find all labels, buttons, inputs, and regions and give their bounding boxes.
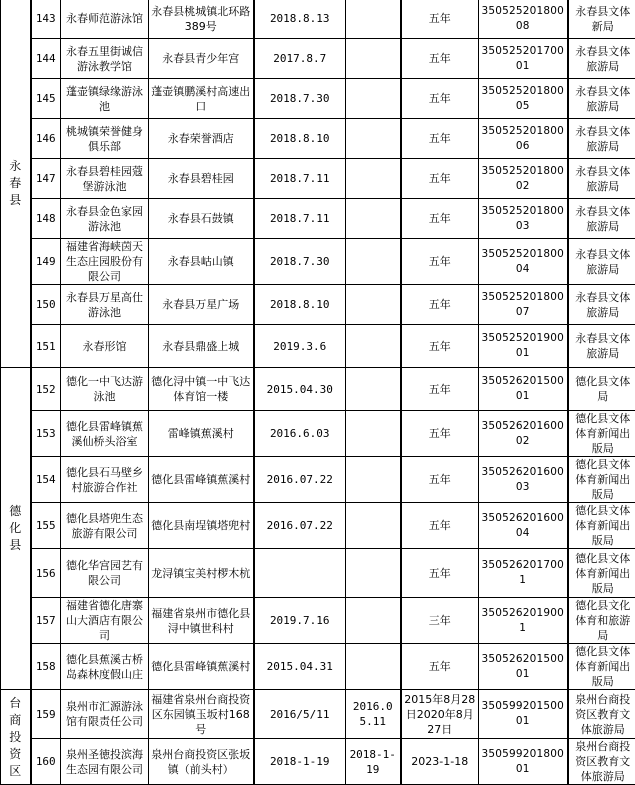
- table-row: [1, 549, 635, 598]
- validity-period: 五年: [401, 199, 479, 239]
- license-number: 35052520180004: [479, 239, 568, 285]
- issuing-authority: 德化县文体体育新闻出版局: [568, 644, 635, 690]
- issuing-authority: 德化县文体体育新闻出版局: [568, 411, 635, 457]
- row-number: 156: [31, 549, 61, 598]
- venue-address: 龙浔镇宝美村椤木杭: [149, 549, 254, 598]
- venue-address: 永春县碧桂园: [149, 159, 254, 199]
- issue-date: [346, 644, 401, 690]
- approval-date: 2018.8.10: [254, 119, 346, 159]
- table-row: [1, 457, 635, 503]
- row-number: 149: [31, 239, 61, 285]
- row-number: 158: [31, 644, 61, 690]
- approval-date: 2016.6.03: [254, 411, 346, 457]
- venue-name: 德化华宫园艺有限公司: [61, 549, 149, 598]
- table-row: [1, 503, 635, 549]
- issuing-authority: 永春县文体旅游局: [568, 285, 635, 325]
- license-number: 35052520190001: [479, 325, 568, 368]
- county-group-label: 台商投资区: [1, 690, 31, 785]
- approval-date: 2016.07.22: [254, 457, 346, 503]
- row-number: 144: [31, 39, 61, 79]
- issue-date: [346, 0, 401, 39]
- issue-date: [346, 368, 401, 411]
- issue-date: [346, 457, 401, 503]
- issuing-authority: 永春县文体旅游局: [568, 119, 635, 159]
- validity-period: 五年: [401, 0, 479, 39]
- issue-date: [346, 159, 401, 199]
- approval-date: [254, 549, 346, 598]
- issuing-authority: 泉州台商投资区教育文体旅游局: [568, 739, 635, 785]
- validity-period: 五年: [401, 79, 479, 119]
- issuing-authority: 永春县文体旅游局: [568, 159, 635, 199]
- issue-date: [346, 239, 401, 285]
- venue-address: 福建省泉州市德化县浔中镇世科村: [149, 598, 254, 644]
- row-number: 148: [31, 199, 61, 239]
- row-number: 157: [31, 598, 61, 644]
- license-number: 35052620150001: [479, 644, 568, 690]
- row-number: 143: [31, 0, 61, 39]
- validity-period: 五年: [401, 457, 479, 503]
- approval-date: 2016/5/11: [254, 690, 346, 739]
- table-row: [1, 411, 635, 457]
- license-number: 35052620160003: [479, 457, 568, 503]
- venue-name: 永春形馆: [61, 325, 149, 368]
- validity-period: 五年: [401, 368, 479, 411]
- venue-name: 永春县万星高仕游泳池: [61, 285, 149, 325]
- validity-period: 五年: [401, 39, 479, 79]
- venue-address: 永春县岵山镇: [149, 239, 254, 285]
- row-number: 152: [31, 368, 61, 411]
- issue-date: 2016.05.11: [346, 690, 401, 739]
- table-body: [1, 0, 635, 785]
- issuing-authority: 永春县文体旅游局: [568, 239, 635, 285]
- venue-name: 桃城镇荣誉健身俱乐部: [61, 119, 149, 159]
- row-number: 150: [31, 285, 61, 325]
- license-number: 35052520180003: [479, 199, 568, 239]
- validity-period: 五年: [401, 285, 479, 325]
- table-row: [1, 199, 635, 239]
- county-group-label: 永春县: [1, 0, 31, 368]
- table-row: [1, 285, 635, 325]
- approval-date: 2015.04.31: [254, 644, 346, 690]
- venue-name: 福建省海峡茵天生态庄园股份有限公司: [61, 239, 149, 285]
- issuing-authority: 德化县文体体育新闻出版局: [568, 503, 635, 549]
- venue-address: 雷峰镇蕉溪村: [149, 411, 254, 457]
- approval-date: 2016.07.22: [254, 503, 346, 549]
- venue-name: 泉州市汇源游泳馆有限责任公司: [61, 690, 149, 739]
- table-row: [1, 0, 635, 39]
- venue-name: 永春师范游泳馆: [61, 0, 149, 39]
- table-row: [1, 239, 635, 285]
- row-number: 159: [31, 690, 61, 739]
- venue-address: 永春县鼎盛上城: [149, 325, 254, 368]
- approval-date: 2019.3.6: [254, 325, 346, 368]
- approval-date: 2018.7.30: [254, 239, 346, 285]
- venue-address: 永春县桃城镇北环路389号: [149, 0, 254, 39]
- venue-name: 永春五里街诚信游泳教学馆: [61, 39, 149, 79]
- approval-date: 2018.8.13: [254, 0, 346, 39]
- venue-address: 德化县南埕镇塔兜村: [149, 503, 254, 549]
- venue-name: 福建省德化唐寨山大酒店有限公司: [61, 598, 149, 644]
- venue-address: 蓬壶镇鹏溪村高速出口: [149, 79, 254, 119]
- issue-date: [346, 598, 401, 644]
- row-number: 160: [31, 739, 61, 785]
- venue-address: 德化县雷峰镇蕉溪村: [149, 644, 254, 690]
- venue-address: 福建省泉州台商投资区东园镇玉坂村168号: [149, 690, 254, 739]
- row-number: 147: [31, 159, 61, 199]
- license-number: 35052520180005: [479, 79, 568, 119]
- table-row: [1, 119, 635, 159]
- approval-date: 2017.8.7: [254, 39, 346, 79]
- license-number: 35052620160004: [479, 503, 568, 549]
- license-number: 35052620150001: [479, 368, 568, 411]
- venue-address: 泉州台商投资区张坂镇（前头村）: [149, 739, 254, 785]
- validity-period: 五年: [401, 644, 479, 690]
- license-number: 35052520180007: [479, 285, 568, 325]
- issuing-authority: 永春县文体旅游局: [568, 325, 635, 368]
- approval-date: 2018.8.10: [254, 285, 346, 325]
- table-row: [1, 739, 635, 785]
- venue-name: 永春县碧桂园蔻堡游泳池: [61, 159, 149, 199]
- venue-name: 德化县蕉溪古桥岛森林度假山庄: [61, 644, 149, 690]
- row-number: 155: [31, 503, 61, 549]
- license-number: 35059920180001: [479, 739, 568, 785]
- county-group-label: 德化县: [1, 368, 31, 690]
- venue-name: 德化县塔兜生态旅游有限公司: [61, 503, 149, 549]
- license-number: 3505262019001: [479, 598, 568, 644]
- table-row: [1, 325, 635, 368]
- issuing-authority: 泉州台商投资区教育文体旅游局: [568, 690, 635, 739]
- issue-date: [346, 325, 401, 368]
- license-number: 35052520180008: [479, 0, 568, 39]
- row-number: 145: [31, 79, 61, 119]
- validity-period: 五年: [401, 503, 479, 549]
- approval-date: 2018.7.30: [254, 79, 346, 119]
- validity-period: 五年: [401, 159, 479, 199]
- table-row: [1, 598, 635, 644]
- approval-date: 2019.7.16: [254, 598, 346, 644]
- approval-date: 2018.7.11: [254, 199, 346, 239]
- issue-date: [346, 285, 401, 325]
- issue-date: [346, 549, 401, 598]
- issue-date: [346, 39, 401, 79]
- approval-date: 2018.7.11: [254, 159, 346, 199]
- license-number: 35052520170001: [479, 39, 568, 79]
- validity-period: 五年: [401, 239, 479, 285]
- venue-name: 蓬壶镇绿缘游泳池: [61, 79, 149, 119]
- venue-address: 永春县青少年宫: [149, 39, 254, 79]
- issuing-authority: 永春县文体旅游局: [568, 39, 635, 79]
- license-number: 35052620160002: [479, 411, 568, 457]
- approval-date: 2015.04.30: [254, 368, 346, 411]
- license-number: 3505262017001: [479, 549, 568, 598]
- issuing-authority: 永春县文体旅游局: [568, 79, 635, 119]
- issue-date: [346, 411, 401, 457]
- table-row: [1, 159, 635, 199]
- issuing-authority: 德化县文化体育和旅游局: [568, 598, 635, 644]
- venue-name: 永春县金色家园游泳池: [61, 199, 149, 239]
- validity-period: 2015年8月28日2020年8月27日: [401, 690, 479, 739]
- issue-date: [346, 79, 401, 119]
- validity-period: 2023-1-18: [401, 739, 479, 785]
- issue-date: [346, 503, 401, 549]
- row-number: 146: [31, 119, 61, 159]
- validity-period: 五年: [401, 325, 479, 368]
- issuing-authority: 德化县文体局: [568, 368, 635, 411]
- validity-period: 五年: [401, 119, 479, 159]
- license-number: 35059920150001: [479, 690, 568, 739]
- venue-name: 德化一中飞达游泳池: [61, 368, 149, 411]
- venue-address: 永春荣誉酒店: [149, 119, 254, 159]
- row-number: 153: [31, 411, 61, 457]
- validity-period: 五年: [401, 411, 479, 457]
- venue-address: 永春县石鼓镇: [149, 199, 254, 239]
- license-number: 35052520180002: [479, 159, 568, 199]
- table-row: [1, 39, 635, 79]
- venue-name: 德化县雷峰镇蕉溪仙桥头浴室: [61, 411, 149, 457]
- venue-name: 泉州圣徳投滨海生态园有限公司: [61, 739, 149, 785]
- license-number: 35052520180006: [479, 119, 568, 159]
- table-row: [1, 644, 635, 690]
- issuing-authority: 永春县文体新局: [568, 0, 635, 39]
- issuing-authority: 德化县文体体育新闻出版局: [568, 457, 635, 503]
- validity-period: 三年: [401, 598, 479, 644]
- venue-address: 德化县雷峰镇蕉溪村: [149, 457, 254, 503]
- venue-address: 德化浔中镇一中飞达体育馆一楼: [149, 368, 254, 411]
- validity-period: 五年: [401, 549, 479, 598]
- issuing-authority: 永春县文体旅游局: [568, 199, 635, 239]
- table-row: [1, 79, 635, 119]
- table-row: [1, 368, 635, 411]
- row-number: 151: [31, 325, 61, 368]
- issue-date: [346, 199, 401, 239]
- table-row: [1, 690, 635, 739]
- issue-date: 2018-1-19: [346, 739, 401, 785]
- issue-date: [346, 119, 401, 159]
- issuing-authority: 德化县文体体育新闻出版局: [568, 549, 635, 598]
- row-number: 154: [31, 457, 61, 503]
- venue-name: 德化县石马壁乡村旅游合作社: [61, 457, 149, 503]
- venue-address: 永春县万星广场: [149, 285, 254, 325]
- approval-date: 2018-1-19: [254, 739, 346, 785]
